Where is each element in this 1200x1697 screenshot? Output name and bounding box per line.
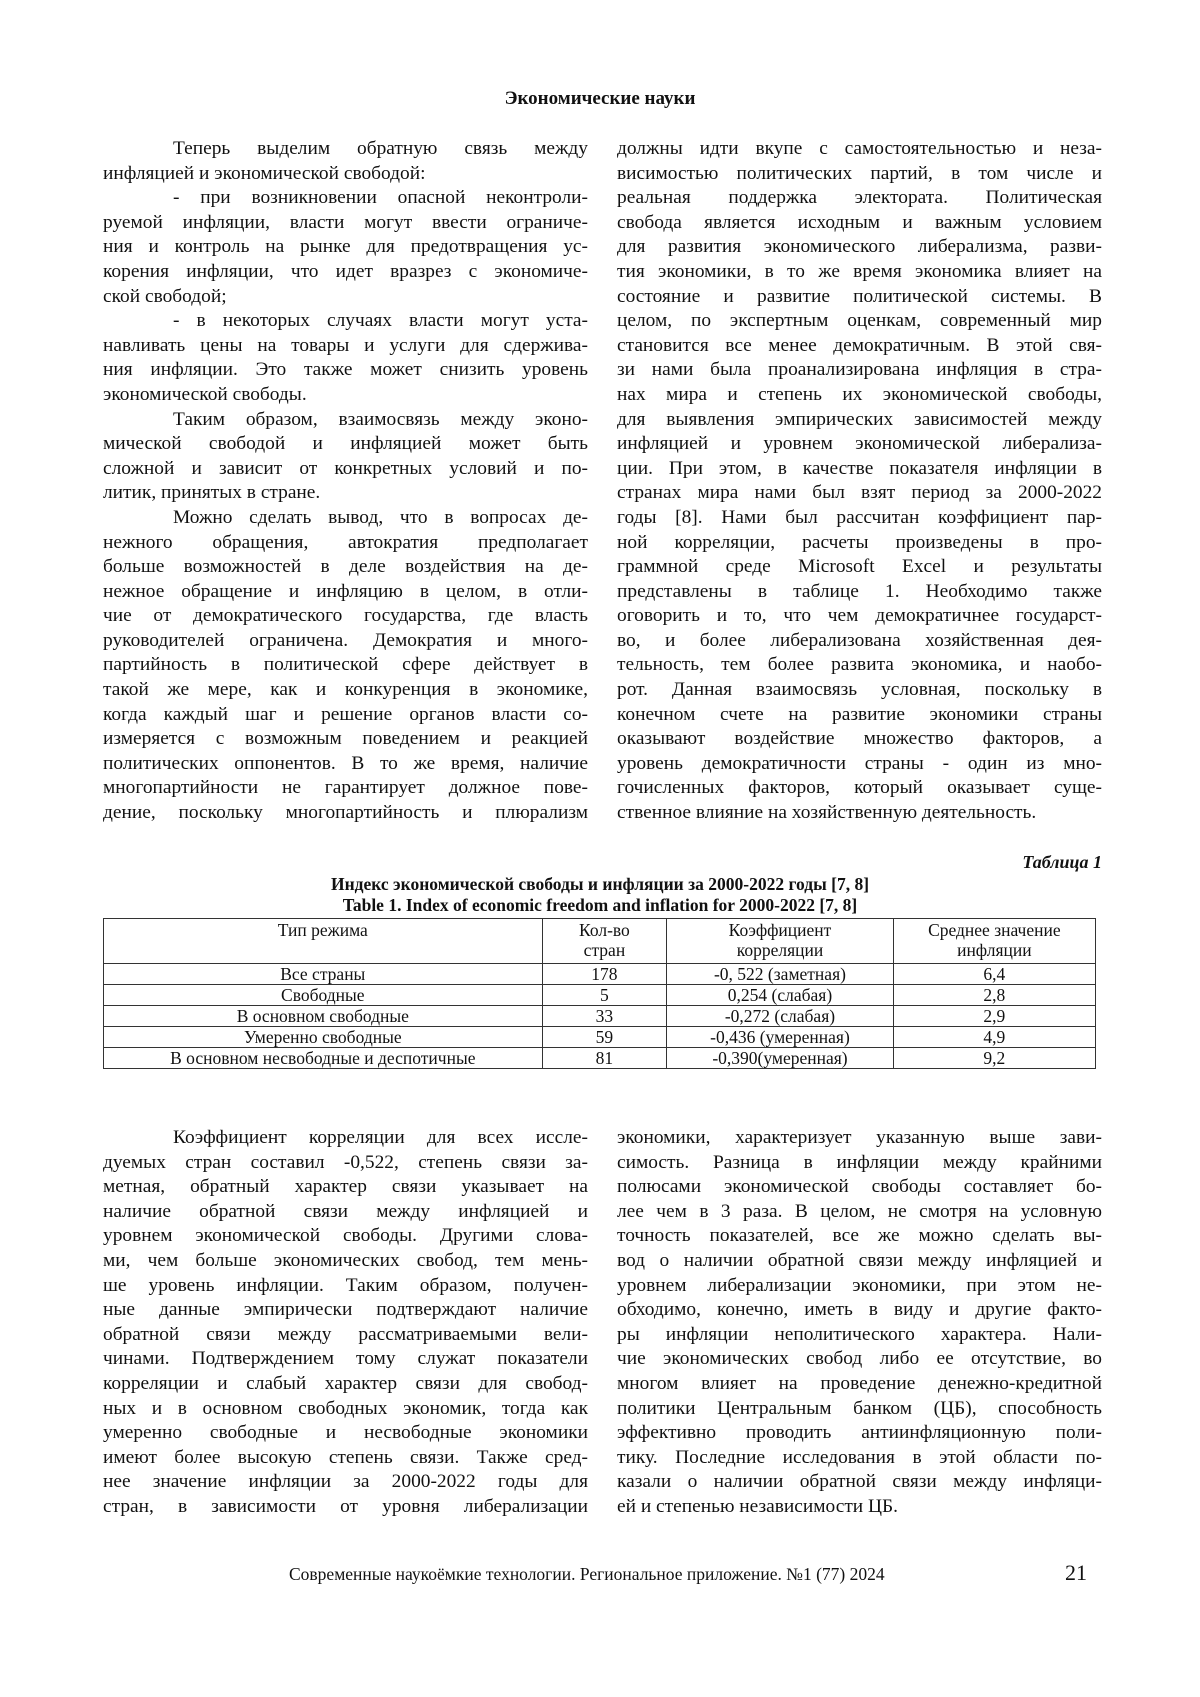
- text-column-top-left: [103, 137, 588, 826]
- text-line: чие от демократического государства, где власть: [103, 605, 588, 627]
- cell-regime-type: Свободные: [104, 985, 543, 1006]
- text-line: ния инфляции. Это также может снизить уровень: [103, 359, 588, 381]
- text-line: многопартийности не гарантирует должное пове-: [103, 777, 588, 799]
- table-row: [104, 985, 1096, 1006]
- cell-regime-type: В основном несвободные и деспотичные: [104, 1048, 543, 1069]
- text-line: такой же мере, как и конкуренция в экономике,: [103, 679, 588, 701]
- text-line: литик, принятых в стране.: [103, 482, 321, 504]
- text-line: лее чем в 3 раза. В целом, не смотря на условную: [617, 1200, 1102, 1222]
- cell-correlation: -0,436 (умеренная): [667, 1027, 893, 1048]
- text-line: руемой инфляции, власти могут ввести ограниче-: [103, 211, 588, 233]
- text-line: ные данные эмпирически подтверждают наличие: [103, 1299, 588, 1321]
- text-line: ры инфляции неполитического характера. Нали-: [617, 1323, 1102, 1345]
- text-line: реальная поддержка электората. Политическая: [617, 187, 1102, 209]
- cell-regime-type: В основном свободные: [104, 1006, 543, 1027]
- text-line: тику. Последние исследования в этой области по-: [617, 1446, 1102, 1468]
- cell-regime-type: Умеренно свободные: [104, 1027, 543, 1048]
- text-line: умеренно свободные и несвободные экономики: [103, 1422, 588, 1444]
- text-line: уровнем экономической свободы. Другими слова-: [103, 1225, 588, 1247]
- text-line: измеряется с возможным поведением и реакцией: [103, 728, 588, 750]
- text-line: тия экономики, в то же время экономика влияет на: [617, 260, 1102, 282]
- text-column-bottom-left: [103, 1126, 588, 1520]
- text-line: Теперь выделим обратную связь между: [173, 138, 588, 159]
- page-number: 21: [1065, 1560, 1087, 1585]
- table-title-en: Table 1. Index of economic freedom and inflation for 2000-2022 [7, 8]: [342, 895, 858, 915]
- cell-country-count: 178: [542, 964, 667, 985]
- text-column-bottom-right: [617, 1126, 1102, 1520]
- text-column-top-right: [617, 137, 1102, 826]
- text-line: ей и степенью независимости ЦБ.: [617, 1495, 899, 1517]
- text-line: чинами. Подтверждением тому служат показатели: [103, 1348, 588, 1370]
- text-line: когда каждый шаг и решение органов власти со-: [103, 703, 588, 725]
- text-line: полюсами экономической свободы составляет бо-: [617, 1176, 1102, 1198]
- text-line: граммной среде Microsoft Excel и результаты: [617, 556, 1102, 578]
- cell-country-count: 5: [542, 985, 667, 1006]
- text-line: представлены в таблице 1. Необходимо также: [617, 580, 1102, 602]
- cell-regime-type: Все страны: [104, 964, 543, 985]
- cell-correlation: -0,272 (слабая): [667, 1006, 893, 1027]
- text-line: ной корреляции, расчеты произведены в про-: [617, 531, 1102, 553]
- cell-correlation: -0,390(умеренная): [667, 1048, 893, 1069]
- text-line: во, и более либерализована хозяйственная дея-: [617, 629, 1102, 651]
- table-label: Таблица 1: [1022, 852, 1102, 872]
- text-line: ции. При этом, в качестве показателя инфляции в: [617, 457, 1102, 479]
- text-line: ственное влияние на хозяйственную деятельность.: [617, 802, 1037, 824]
- text-line: дение, поскольку многопартийность и плюрализм: [103, 802, 588, 824]
- text-line: странах мира нами был взят период за 2000-2022: [617, 482, 1102, 504]
- text-line: нах мира и степень их экономической свободы,: [617, 383, 1102, 405]
- text-line: обходимо, конечно, иметь в виду и другие факто-: [617, 1299, 1102, 1321]
- text-line: навливать цены на товары и услуги для сдержива-: [103, 334, 588, 356]
- text-line: уровень демократичности страны - один из мно-: [617, 752, 1102, 774]
- text-line: Коэффициент корреляции для всех иссле-: [173, 1127, 588, 1148]
- text-line: тельность, тем более развита экономика, и наобо-: [617, 654, 1102, 676]
- text-line: висимостью политических партий, в том числе и: [617, 162, 1102, 184]
- text-line: ми, чем больше экономических свобод, тем мень-: [103, 1249, 588, 1271]
- text-line: конечном счете на развитие экономики страны: [617, 703, 1102, 725]
- text-line: Таким образом, взаимосвязь между эконо-: [173, 408, 588, 430]
- text-line: зи нами была проанализирована инфляция в стра-: [617, 359, 1102, 381]
- text-line: ше уровень инфляции. Таким образом, получен-: [103, 1274, 588, 1296]
- text-line: экономики, характеризует указанную выше зави-: [617, 1127, 1102, 1148]
- cell-correlation: -0, 522 (заметная): [667, 964, 893, 985]
- data-table: [103, 918, 1096, 1069]
- text-line: годы [8]. Нами был рассчитан коэффициент пар-: [617, 506, 1102, 528]
- table-title-ru: Индекс экономической свободы и инфляции за 2000-2022 годы [7, 8]: [330, 874, 870, 894]
- text-line: руководителей ограничена. Демократия и много-: [103, 629, 588, 651]
- cell-mean-inflation: 2,8: [893, 985, 1095, 1006]
- text-line: оговорить и то, что чем демократичнее государст-: [617, 605, 1102, 627]
- text-line: стран, в зависимости от уровня либерализации: [103, 1495, 588, 1517]
- header-country-count: Кол-во стран: [542, 919, 667, 964]
- cell-country-count: 81: [542, 1048, 667, 1069]
- text-line: рот. Данная взаимосвязь условная, поскольку в: [617, 679, 1102, 701]
- text-line: свобода является исходным и важным условием: [617, 211, 1102, 233]
- journal-footer: Современные наукоёмкие технологии. Региональное приложение. №1 (77) 2024: [289, 1564, 885, 1584]
- text-line: гочисленных факторов, который оказывает суще-: [617, 777, 1102, 799]
- cell-mean-inflation: 4,9: [893, 1027, 1095, 1048]
- text-line: нежного обращения, автократия предполагает: [103, 531, 588, 553]
- text-line: казали о наличии обратной связи между инфляци-: [617, 1471, 1102, 1493]
- text-line: корения инфляции, что идет вразрез с экономиче-: [103, 260, 588, 282]
- cell-country-count: 33: [542, 1006, 667, 1027]
- text-line: становится все менее демократичным. В этой свя-: [617, 334, 1102, 356]
- table-row: [104, 964, 1096, 985]
- table-row: [104, 1027, 1096, 1048]
- text-line: политических оппонентов. В то же время, наличие: [103, 752, 588, 774]
- text-line: уровнем либерализации экономики, при этом не-: [617, 1274, 1102, 1296]
- text-line: больше возможностей в деле воздействия на де-: [103, 556, 588, 578]
- cell-correlation: 0,254 (слабая): [667, 985, 893, 1006]
- text-line: наличие обратной связи между инфляцией и: [103, 1200, 588, 1222]
- text-line: - при возникновении опасной неконтроли-: [173, 187, 588, 209]
- text-line: симость. Разница в инфляции между крайними: [617, 1151, 1102, 1173]
- text-line: ния и контроль на рынке для предотвращения ус-: [103, 236, 588, 258]
- text-line: должны идти вкупе с самостоятельностью и неза-: [617, 138, 1102, 159]
- text-line: дуемых стран составил -0,522, степень связи за-: [103, 1151, 588, 1173]
- text-line: метная, обратный характер связи указывает на: [103, 1176, 588, 1198]
- text-line: партийность в политической сфере действует в: [103, 654, 588, 676]
- text-line: - в некоторых случаях власти могут уста-: [173, 310, 588, 332]
- cell-country-count: 59: [542, 1027, 667, 1048]
- text-line: многом влияет на проведение денежно-кредитной: [617, 1372, 1102, 1394]
- text-line: инфляцией и уровнем экономической либерализа-: [617, 433, 1102, 455]
- text-line: чие экономических свобод либо ее отсутствие, во: [617, 1348, 1102, 1370]
- text-line: политики Центральным банком (ЦБ), способность: [617, 1397, 1102, 1419]
- text-line: ных и в основном свободных экономик, тогда как: [103, 1397, 588, 1419]
- text-line: вод о наличии обратной связи между инфляцией и: [617, 1249, 1102, 1271]
- text-line: целом, по экспертным оценкам, современный мир: [617, 310, 1102, 332]
- table-row: [104, 1006, 1096, 1027]
- text-line: для выявления эмпирических зависимостей между: [617, 408, 1102, 430]
- text-line: оказывают воздействие множество факторов, а: [617, 728, 1102, 750]
- text-line: точность показателей, все же можно сделать вы-: [617, 1225, 1102, 1247]
- text-line: инфляцией и экономической свободой:: [103, 162, 426, 184]
- text-line: эффективно проводить антиинфляционную поли-: [617, 1422, 1102, 1444]
- header-correlation: Коэффициент корреляции: [667, 919, 893, 964]
- text-line: мической свободой и инфляцией может быть: [103, 433, 588, 455]
- text-line: для развития экономического либерализма, разви-: [617, 236, 1102, 258]
- text-line: сложной и зависит от конкретных условий и по-: [103, 457, 588, 479]
- text-line: Можно сделать вывод, что в вопросах де-: [173, 506, 588, 528]
- text-line: корреляции и слабый характер связи для свобод-: [103, 1372, 588, 1394]
- header-regime-type: Тип режима: [104, 919, 543, 964]
- text-line: ской свободой;: [103, 285, 227, 307]
- text-line: нее значение инфляции за 2000-2022 годы для: [103, 1471, 588, 1493]
- header-mean-inflation: Среднее значение инфляции: [893, 919, 1095, 964]
- table-header-row: [104, 919, 1096, 964]
- cell-mean-inflation: 9,2: [893, 1048, 1095, 1069]
- table-row: [104, 1048, 1096, 1069]
- section-header: Экономические науки: [504, 88, 696, 109]
- cell-mean-inflation: 2,9: [893, 1006, 1095, 1027]
- text-line: нежное обращение и инфляцию в целом, в отли-: [103, 580, 588, 602]
- text-line: состояние и развитие политической системы. В: [617, 285, 1102, 307]
- text-line: имеют более высокую степень связи. Также сред-: [103, 1446, 588, 1468]
- text-line: обратной связи между рассматриваемыми вели-: [103, 1323, 588, 1345]
- cell-mean-inflation: 6,4: [893, 964, 1095, 985]
- text-line: экономической свободы.: [103, 383, 307, 405]
